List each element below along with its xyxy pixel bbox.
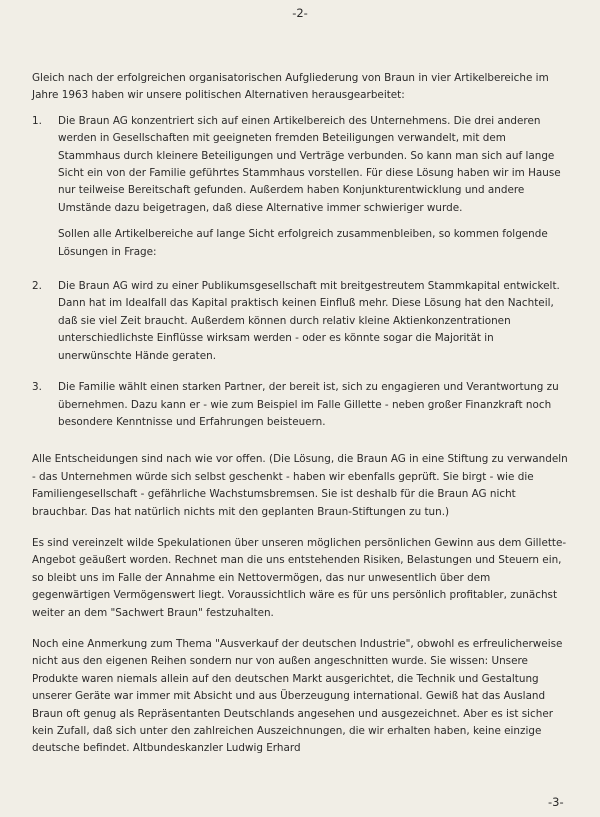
- speculation-paragraph: Es sind vereinzelt wilde Spekulationen über unseren möglichen persönlichen Gewinn aus dem Gillette-Angebot geäußert worden. Rechnet man die uns entstehenden Risiken, Belastungen und Steuern ein, so bleibt uns im Falle der Annahme ein Nettovermögen, das nur unwesentlich über dem gegenwärtigen Vermögenswert liegt. Voraussichtlich wäre es für uns persönlich profitabler, zunächst weiter an dem "Sachwert Braun" festzuhalten.: [32, 536, 567, 619]
- list-item: [32, 113, 568, 217]
- intro-paragraph: Gleich nach der erfolgreichen organisatorischen Aufgliederung von Braun in vier Artikelbereiche im Jahre 1963 haben wir unsere politischen Alternativen herausgearbeitet:: [32, 72, 549, 102]
- page-number-bottom: -3-: [548, 795, 564, 809]
- list-item-number: 1.: [32, 114, 42, 127]
- list-item-number: 2.: [32, 280, 42, 293]
- decisions-paragraph: Alle Entscheidungen sind nach wie vor offen. (Die Lösung, die Braun AG in eine Stiftung zu verwandeln - das Unternehmen würde sich selbst geschenkt - haben wir ebenfalls geprüft. Sie birgt - wie die Familiengesellschaft - gefährliche Wachstumsbremsen. Sie ist deshalb für die Braun AG nicht brauchbar. Das hat natürlich nichts mit den geplanten Braun-Stiftungen zu tun.): [32, 453, 568, 518]
- sub-paragraph: Sollen alle Artikelbereiche auf lange Sicht erfolgreich zusammenbleiben, so kommen folgende Lösungen in Frage:: [58, 228, 548, 258]
- list-item-text: Die Braun AG konzentriert sich auf einen Artikelbereich des Unternehmens. Die drei anderen werden in Gesellschaften mit geeigneten fremden Beteiligungen verwandelt, mit dem Stammhaus durch kleinere Beteiligungen und Verträge verbunden. So kann man sich auf lange Sicht ein von der Familie geführtes Stammhaus vorstellen. Für diese Lösung haben wir im Hause nur teilweise Bereitschaft gefunden. Außerdem haben Konjunkturentwicklung und andere Umstände dazu beigetragen, daß diese Alternative immer schwieriger wurde.: [58, 114, 561, 214]
- list-item-number: 3.: [32, 381, 42, 394]
- industry-paragraph: Noch eine Anmerkung zum Thema "Ausverkauf der deutschen Industrie", obwohl es erfreulicherweise nicht aus den eigenen Reihen sondern nur von außen angeschnitten wurde. Sie wissen: Unsere Produkte waren niemals allein auf den deutschen Markt ausgerichtet, die Technik und Gestaltung unserer Geräte war immer mit Absicht und aus Überzeugung international. Gewiß hat das Ausland Braun oft genug als Repräsentanten Deutschlands angesehen und ausgezeichnet. Aber es ist sicher kein Zufall, daß sich unter den zahlreichen Auszeichnungen, die wir erhalten haben, keine einzige deutsche befindet. Altbundeskanzler Ludwig Erhard: [32, 637, 563, 755]
- document-body: [32, 70, 568, 758]
- list-item: [32, 278, 568, 365]
- list-item-text: Die Familie wählt einen starken Partner, der bereit ist, sich zu engagieren und Verantwortung zu übernehmen. Dazu kann er - wie zum Beispiel im Falle Gillette - neben großer Finanzkraft noch besondere Kenntnisse und Erfahrungen beisteuern.: [58, 381, 559, 428]
- list-item-text: Die Braun AG wird zu einer Publikumsgesellschaft mit breitgestreutem Stammkapital entwickelt. Dann hat im Idealfall das Kapital praktisch keinen Einfluß mehr. Diese Lösung hat den Nachteil, daß sie viel Zeit braucht. Außerdem können durch relativ kleine Aktienkonzentrationen unterschiedlichste Einflüsse wirksam werden - oder es könnte sogar die Majorität in unerwünschte Hände geraten.: [58, 280, 560, 362]
- page-number-top: -2-: [292, 6, 308, 20]
- list-item: [32, 379, 568, 431]
